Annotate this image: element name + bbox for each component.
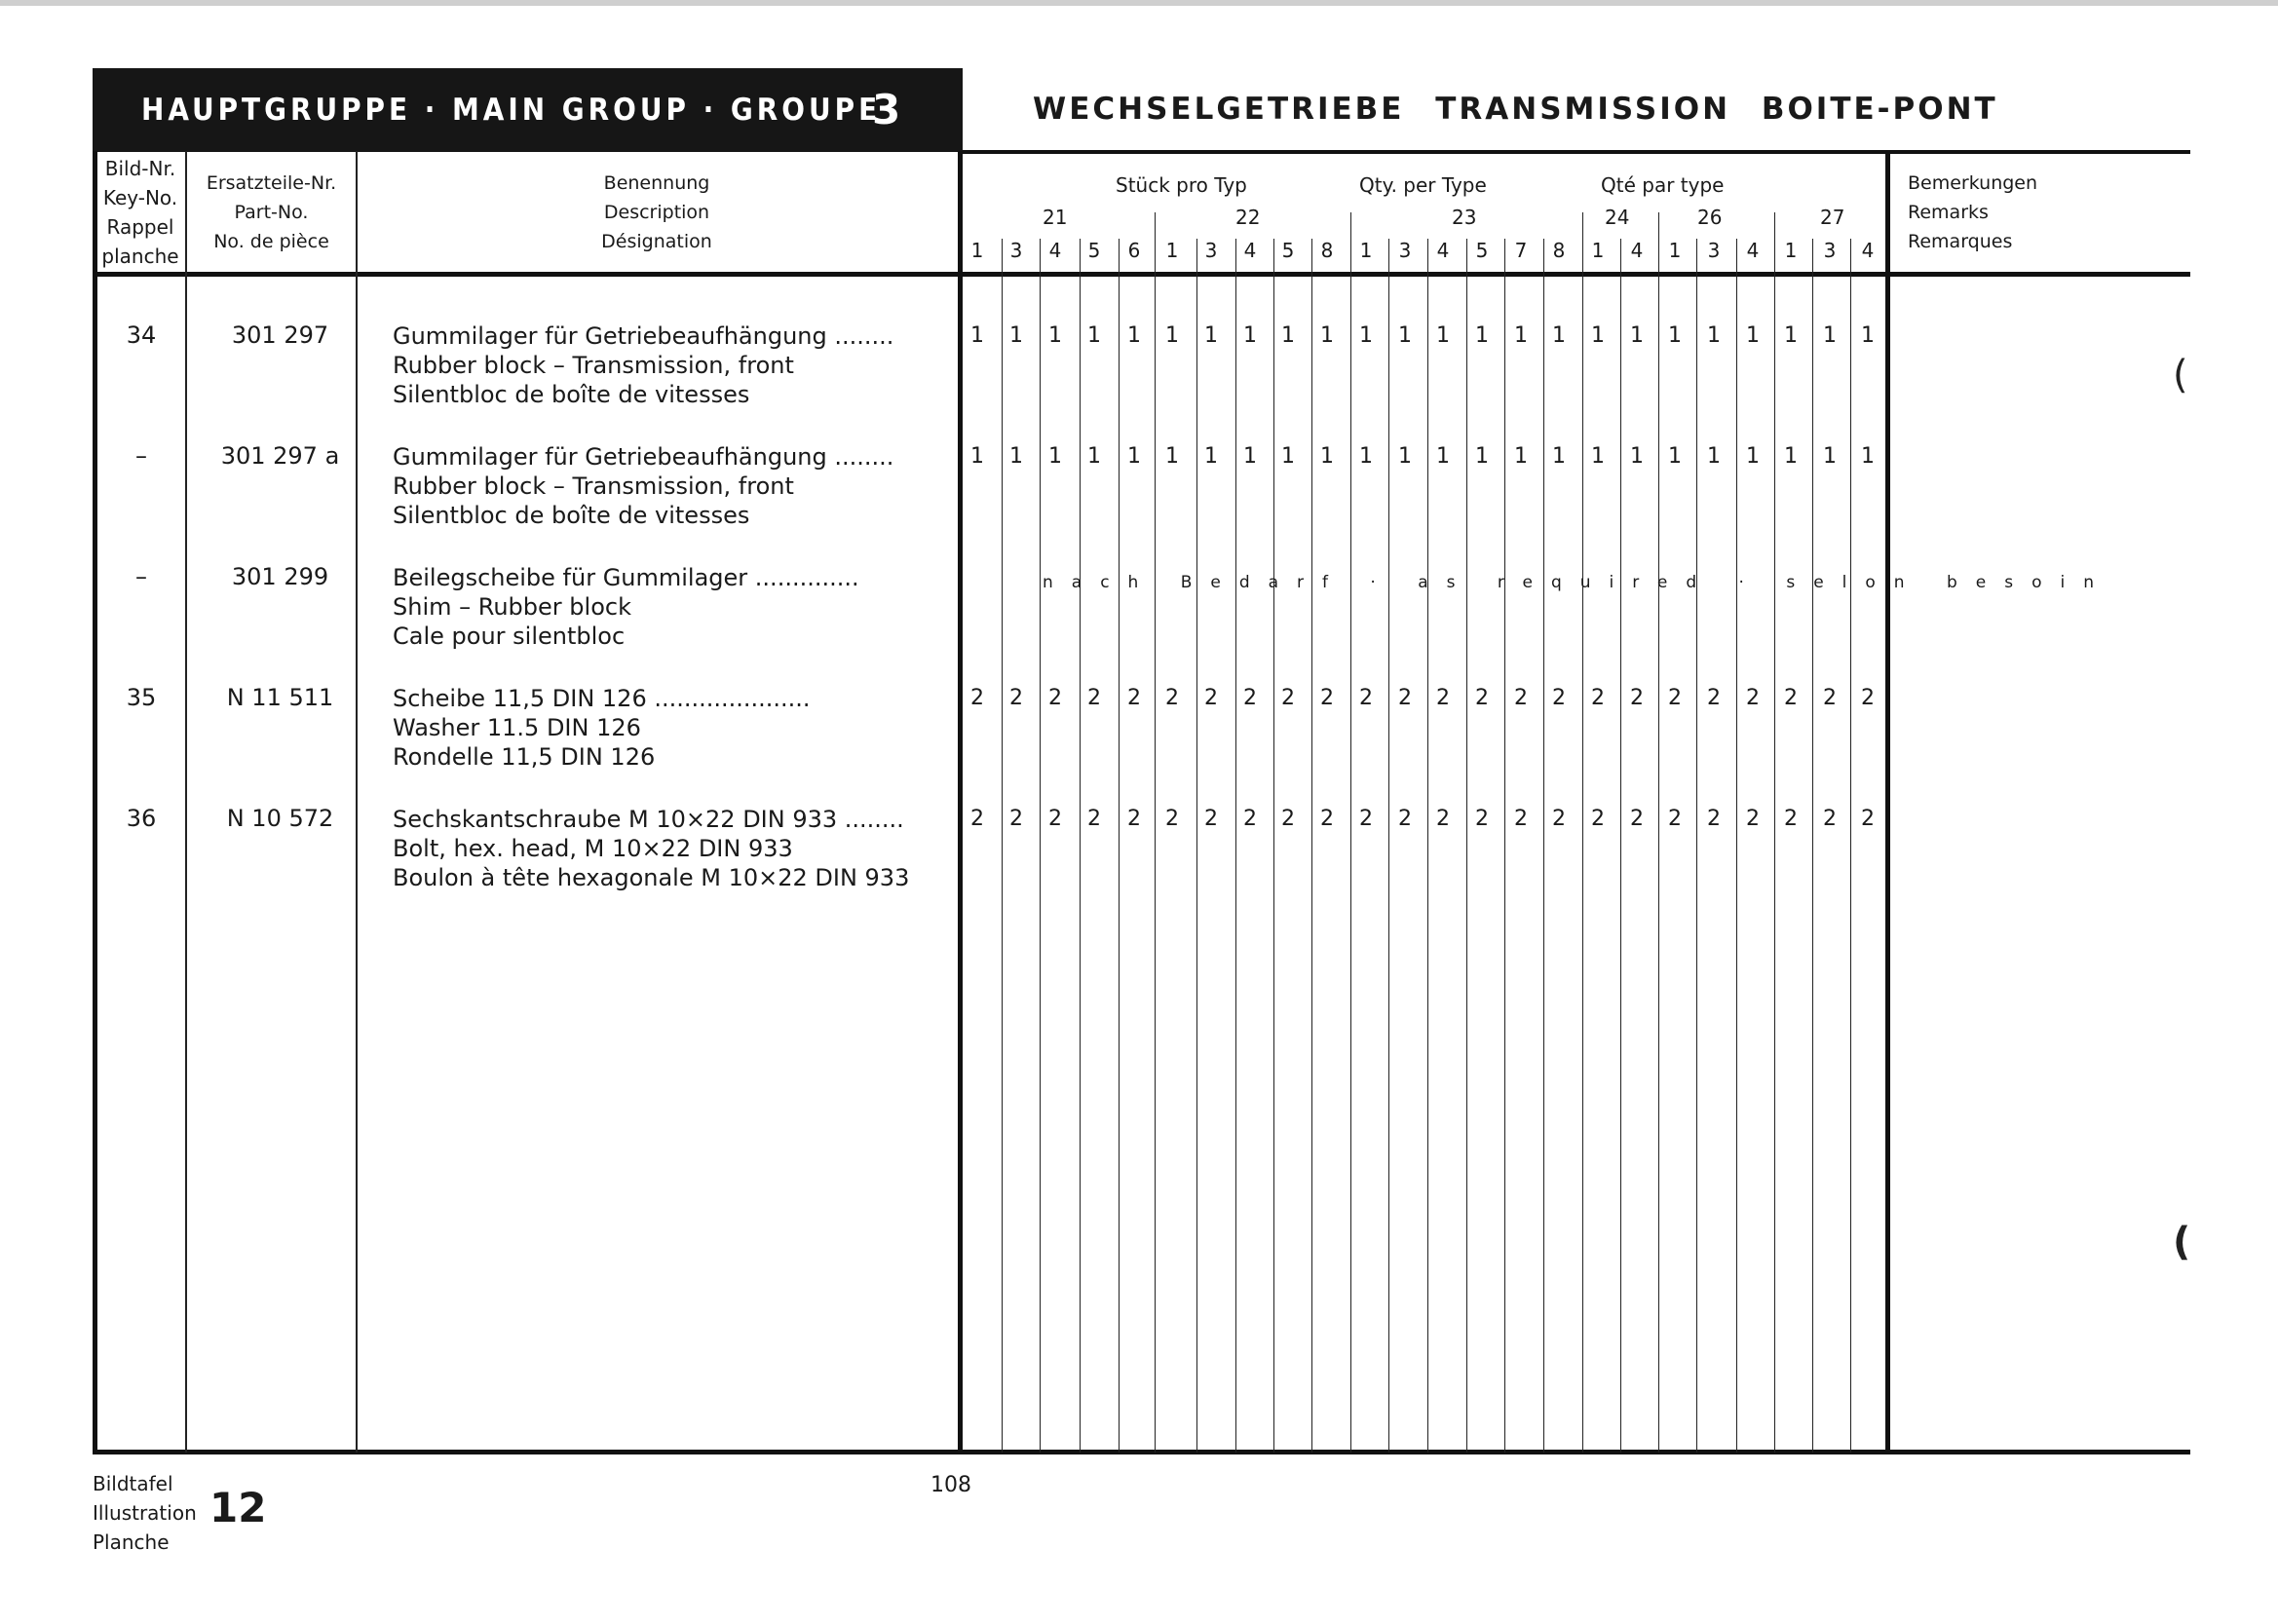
qty-cell: 1 [1514,444,1528,469]
qty-col-divider [1582,212,1583,1453]
qty-cell: 2 [1668,807,1682,831]
qty-cell: 1 [970,323,984,348]
qty-cell: 1 [1009,323,1023,348]
qty-cell: 2 [1320,686,1334,710]
scan-edge [0,0,2278,6]
qty-cell: 1 [1204,444,1218,469]
part-no-header: Ersatzteile-Nr. Part-No. No. de pièce [206,172,337,252]
qty-cell: 2 [1514,807,1528,831]
type-subcolumn-label: 4 [1746,239,1760,262]
qty-cell: 1 [1048,444,1062,469]
key-number: 34 [126,321,157,349]
qty-cell: 2 [1552,807,1566,831]
qty-cell: 1 [1746,323,1760,348]
qty-col-divider [1119,239,1120,1453]
qty-cell: 2 [1707,686,1721,710]
qty-cell: 2 [1823,807,1837,831]
qty-cell: 2 [1552,686,1566,710]
remarks-header: Bemerkungen Remarks Remarques [1908,172,2038,252]
qty-cell: 1 [1784,444,1798,469]
description-line: Boulon à tête hexagonale M 10×22 DIN 933 [393,864,910,891]
qty-cell: 2 [1048,686,1062,710]
description-line: Silentbloc de boîte de vitesses [393,381,750,408]
type-subcolumn-label: 5 [1475,239,1489,262]
qty-header-de: Stück pro Typ [1116,173,1247,197]
qty-cell: 1 [1514,323,1528,348]
qty-cell: 2 [1668,686,1682,710]
qty-cell: 1 [1707,444,1721,469]
qty-cell: 2 [1087,807,1101,831]
part-description [393,563,859,651]
qty-cell: 2 [1436,686,1450,710]
description-line: Rondelle 11,5 DIN 126 [393,743,656,771]
part-col-divider [356,151,358,1453]
qty-cell: 1 [1320,323,1334,348]
header-top-rule [963,150,2190,154]
qty-cell: 2 [1243,686,1257,710]
qty-cell: 2 [1707,807,1721,831]
part-number: 301 297 [231,321,329,349]
qty-cell: 1 [1009,444,1023,469]
qty-cell: 2 [1204,686,1218,710]
type-subcolumn-label: 7 [1514,239,1528,262]
type-subcolumn-label: 3 [1009,239,1023,262]
table-left-border [93,151,97,1453]
description-line: Rubber block – Transmission, front [393,352,794,379]
qty-cell: 2 [1746,686,1760,710]
qty-cell: 2 [970,807,984,831]
margin-mark-bottom: ( [2173,1220,2191,1265]
type-subcolumn-label: 1 [1359,239,1373,262]
qty-col-divider [1466,239,1467,1453]
qty-cell: 1 [1087,444,1101,469]
type-subcolumn-label: 1 [1591,239,1605,262]
type-group-26: 26 [1697,206,1723,229]
qty-cell: 2 [1746,807,1760,831]
type-subcolumn-label: 8 [1320,239,1334,262]
qty-cell: 1 [1165,323,1179,348]
description-line: Cale pour silentbloc [393,623,626,650]
qty-cell: 1 [1127,444,1141,469]
type-subcolumn-label: 3 [1398,239,1412,262]
qty-cell: 2 [1784,807,1798,831]
type-subcolumn-label: 5 [1087,239,1101,262]
plate-number: 12 [209,1484,267,1531]
type-subcolumn-label: 3 [1707,239,1721,262]
qty-col-divider [1311,239,1312,1453]
qty-col-divider [1002,239,1003,1453]
type-subcolumn-label: 1 [1668,239,1682,262]
qty-cell: 1 [1475,323,1489,348]
type-subcolumn-label: 4 [1243,239,1257,262]
type-subcolumn-label: 4 [1048,239,1062,262]
type-subcolumn-label: 8 [1552,239,1566,262]
qty-cell: 1 [1127,323,1141,348]
qty-cell: 1 [1320,444,1334,469]
main-group-banner [93,68,963,152]
as-required-note: nach Bedarf · as required · selon besoin [1043,573,2112,592]
qty-cell: 2 [1009,686,1023,710]
qty-cell: 1 [1359,323,1373,348]
qty-cell: 2 [1514,686,1528,710]
qty-cell: 1 [1630,323,1644,348]
page-number: 108 [930,1473,971,1497]
description-header: Benennung Description Désignation [601,172,712,252]
margin-mark-top: ( [2173,353,2188,397]
qty-cell: 2 [1359,686,1373,710]
key-number: 36 [126,805,157,832]
description-line: Shim – Rubber block [393,593,631,621]
qty-cell: 1 [1475,444,1489,469]
qty-cell: 1 [1823,444,1837,469]
qty-cell: 1 [1591,444,1605,469]
qty-cell: 2 [1630,807,1644,831]
qty-header-en: Qty. per Type [1359,173,1487,197]
description-line: Gummilager für Getriebeaufhängung ........ [393,322,894,350]
qty-col-divider [1736,239,1737,1453]
qty-cell: 1 [1165,444,1179,469]
qty-col-divider [1155,212,1156,1453]
key-number: – [135,563,147,590]
qty-cell: 1 [1823,323,1837,348]
qty-cell: 2 [1087,686,1101,710]
qty-col-divider [1196,239,1197,1453]
qty-cell: 1 [1630,444,1644,469]
qty-cell: 1 [1436,323,1450,348]
header-bottom-rule [93,272,2190,277]
qty-col-divider [1774,212,1775,1453]
qty-cell: 2 [1591,686,1605,710]
type-group-27: 27 [1820,206,1845,229]
qty-cell: 2 [1398,807,1412,831]
type-subcolumn-label: 1 [1165,239,1179,262]
qty-cell: 2 [1243,807,1257,831]
qty-col-divider [1620,239,1621,1453]
part-description [393,684,811,772]
part-number: 301 299 [231,563,329,590]
qty-col-divider [1812,239,1813,1453]
qty-col-divider [1350,212,1351,1453]
qty-cell: 1 [1707,323,1721,348]
part-description [393,442,893,530]
qty-cell: 2 [1320,807,1334,831]
qty-col-divider [1504,239,1505,1453]
qty-cell: 2 [1127,686,1141,710]
type-subcolumn-label: 5 [1281,239,1295,262]
qty-cell: 1 [1048,323,1062,348]
part-number: N 11 511 [226,684,334,711]
description-line: Silentbloc de boîte de vitesses [393,502,750,529]
type-subcolumn-label: 1 [970,239,984,262]
type-group-23: 23 [1452,206,1477,229]
qty-cell: 1 [1436,444,1450,469]
qty-cell: 2 [1784,686,1798,710]
qty-cell: 2 [1165,807,1179,831]
qty-cell: 2 [1359,807,1373,831]
qty-cell: 2 [1861,686,1875,710]
qty-cell: 2 [1204,807,1218,831]
qty-cell: 2 [1861,807,1875,831]
key-no-header: Bild-Nr. Key-No. Rappel planche [101,157,179,268]
qty-cell: 2 [1630,686,1644,710]
qty-cell: 1 [1087,323,1101,348]
qty-cell: 2 [1127,807,1141,831]
qty-cell: 1 [970,444,984,469]
qty-cell: 1 [1746,444,1760,469]
qty-col-divider [1427,239,1428,1453]
type-subcolumn-label: 3 [1204,239,1218,262]
qty-cell: 1 [1591,323,1605,348]
part-number: N 10 572 [226,805,334,832]
qty-col-divider [1273,239,1274,1453]
key-col-divider [185,151,187,1453]
qty-col-divider [1696,239,1697,1453]
qty-col-divider [1040,239,1041,1453]
type-subcolumn-label: 4 [1436,239,1450,262]
qty-col-divider [1388,239,1389,1453]
description-line: Gummilager für Getriebeaufhängung ........ [393,443,894,471]
qty-cell: 1 [1281,323,1295,348]
qty-cell: 1 [1204,323,1218,348]
type-group-22: 22 [1235,206,1261,229]
type-subcolumn-label: 1 [1784,239,1798,262]
qty-cell: 2 [1475,686,1489,710]
qty-cell: 1 [1398,323,1412,348]
qty-cell: 1 [1552,323,1566,348]
qty-cell: 1 [1243,323,1257,348]
main-group-label: HAUPTGRUPPE · MAIN GROUP · GROUPE [141,93,882,128]
qty-cell: 1 [1861,323,1875,348]
type-group-21: 21 [1043,206,1068,229]
description-line: Sechskantschraube M 10×22 DIN 933 ........ [393,806,904,833]
qty-cell: 1 [1784,323,1798,348]
description-line: Washer 11.5 DIN 126 [393,714,641,741]
qty-cell: 2 [1048,807,1062,831]
qty-cell: 1 [1552,444,1566,469]
qty-col-divider [1080,239,1081,1453]
type-subcolumn-label: 6 [1127,239,1141,262]
qty-cell: 2 [970,686,984,710]
qty-cell: 2 [1009,807,1023,831]
part-description [393,321,893,409]
qty-cell: 2 [1436,807,1450,831]
qty-cell: 1 [1668,444,1682,469]
table-bottom-rule [93,1450,2190,1454]
qty-cell: 2 [1475,807,1489,831]
part-description [393,805,909,892]
qty-col-divider [1543,239,1544,1453]
qty-cell: 2 [1823,686,1837,710]
qty-col-divider [1658,212,1659,1453]
group-number: 3 [872,86,901,133]
qty-cell: 1 [1281,444,1295,469]
description-line: Bolt, hex. head, M 10×22 DIN 933 [393,835,793,862]
type-subcolumn-label: 4 [1861,239,1875,262]
description-line: Beilegscheibe für Gummilager .............. [393,564,859,591]
qty-cell: 2 [1591,807,1605,831]
qty-cell: 1 [1398,444,1412,469]
qty-col-divider [1850,239,1851,1453]
qty-cell: 2 [1281,686,1295,710]
qty-cell: 2 [1165,686,1179,710]
description-line: Rubber block – Transmission, front [393,472,794,500]
key-number: 35 [126,684,157,711]
qty-cell: 2 [1281,807,1295,831]
qty-cell: 2 [1398,686,1412,710]
key-number: – [135,442,147,470]
plate-label: Bildtafel Illustration Planche [93,1472,197,1554]
qty-cell: 1 [1359,444,1373,469]
type-subcolumn-label: 3 [1823,239,1837,262]
description-line: Scheibe 11,5 DIN 126 ..................... [393,685,811,712]
section-title: WECHSELGETRIEBE TRANSMISSION BOITE-PONT [1033,92,1998,127]
type-group-24: 24 [1605,206,1630,229]
qty-col-divider [1235,239,1236,1453]
qty-cell: 1 [1243,444,1257,469]
type-subcolumn-label: 4 [1630,239,1644,262]
qty-cell: 1 [1668,323,1682,348]
part-number: 301 297 a [220,442,340,470]
qty-cell: 1 [1861,444,1875,469]
qty-header-fr: Qté par type [1601,173,1725,197]
